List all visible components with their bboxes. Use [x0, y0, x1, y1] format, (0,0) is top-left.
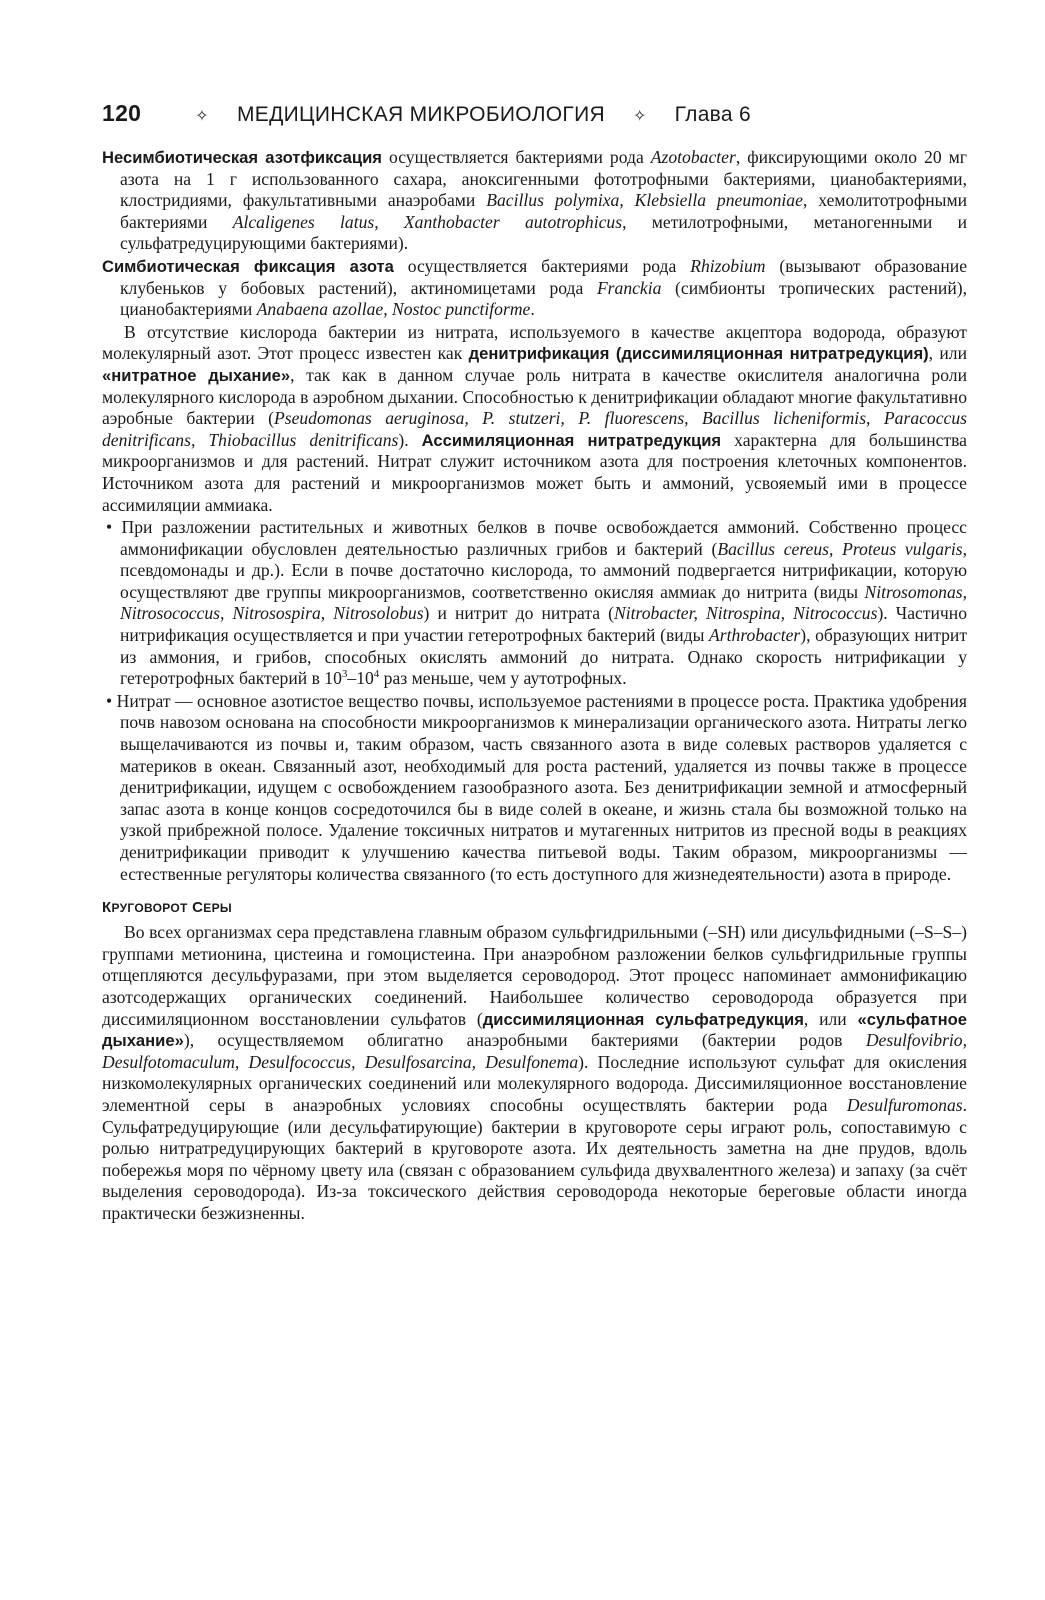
header-ornament-icon: ✧ [632, 108, 647, 125]
bullet-icon: • [106, 690, 113, 711]
paragraph-sulfur-cycle: Во всех организмах сера представлена главным образом сульфгидрильными (–SH) или дисульфидными (–S–S–) группами метионина, цистеина и гомоцистеина. При анаэробном разложении белков сульфгидрильные группы отщепляются десульфуразами, при этом выделяется сероводород. Этот процесс напоминает аммонификацию азотсодержащих органических соединений. Наибольшее количество сероводорода образуется при диссимиляционном восстановлении сульфатов (диссимиляционная сульфатредукция, или «сульфатное дыхание»), осуществляемом облигатно анаэробными бактериями (бактерии родов Desulfovibrio, Desulfotomaculum, Desulfococcus, Desulfosarcina, Desulfonema). Последние используют сульфат для окисления низкомолекулярных органических соединений или молекулярного водорода. Диссимиляционное восстановление элементной серы в анаэробных условиях способны осуществлять бактерии рода Desulfuromonas. Сульфатредуцирующие (или десульфатирующие) бактерии в круговороте серы играют роль, сопоставимую с ролью нитратредуцирующих бактерий в круговороте азота. Их деятельность заметна на дне прудов, вдоль побережья моря по чёрному цвету ила (связан с образованием сульфида двухвалентного железа) и запаху (за счёт выделения сероводорода). Из-за токсического действия сероводорода некоторые береговые области иногда практически безжизненны. [102, 922, 967, 1223]
chapter-label: Глава 6 [674, 103, 751, 126]
bullet-ammonification: • При разложении растительных и животных белков в почве освобождается аммоний. Собственно процесс аммонификации обусловлен деятельностью различных грибов и бактерий (Bacillus cereus, Proteus vulgaris, псевдомонады и др.). Если в почве достаточно кислорода, то аммоний подвергается нитрификации, которую осуществляют две группы микроорганизмов, соответственно окисляя аммиак до нитрита (виды Nitrosomonas, Nitrosococcus, Nitrosospira, Nitrosolobus) и нитрит до нитрата (Nitrobacter, Nitrospina, Nitrococcus). Частично нитрификация осуществляется и при участии гетеротрофных бактерий (виды Arthrobacter), образующих нитрит из аммония, и грибов, способных окислять аммоний до нитрата. Однако скорость нитрификации у гетеротрофных бактерий в $10^3-10^4$ раз меньше, чем у аутотрофных. [106, 517, 968, 689]
page-number: 120 [102, 100, 142, 126]
book-title: МЕДИЦИНСКАЯ МИКРОБИОЛОГИЯ [237, 103, 605, 126]
term: «нитратное дыхание» [102, 365, 291, 385]
section-heading-sulfur-cycle: КРУГОВОРОТ СЕРЫ [102, 899, 232, 917]
paragraph-denitrification: В отсутствие кислорода бактерии из нитрата, используемого в качестве акцептора водорода, образуют молекулярный азот. Этот процесс известен как денитрификация (диссимиляционная нитратредукция), или «нитратное дыхание», так как в данном случае роль нитрата в качестве окислителя аналогична роли молекулярного кислорода в аэробном дыхании. Способностью к денитрификации обладают многие факультативно аэробные бактерии (Pseudomonas aeruginosa, P. stutzeri, P. fluorescens, Bacillus licheniformis, Paracoccus denitrificans, Thiobacillus denitrificans). Ассимиляционная нитратредукция характерна для большинства микроорганизмов и для растений. Нитрат служит источником азота для построения клеточных компонентов. Источником азота для растений и микроорганизмов может быть и аммоний, усвояемый ими в процессе ассимиляции аммиака. [102, 321, 967, 515]
page-header [102, 100, 967, 127]
term: денитрификация (диссимиляционная нитратредукция) [468, 344, 929, 364]
bullet-icon: • [106, 517, 113, 538]
paragraph-symbiotic-fixation: Симбиотическая фиксация азота осуществляется бактериями рода Rhizobium (вызывают образование клубеньков у бобовых растений), актиномицетами рода Franckia (симбионты тропических растений), цианобактериями Anabaena azollae, Nostoc punctiforme. [102, 255, 967, 320]
header-ornament-icon: ✧ [195, 108, 209, 125]
bullet-nitrate: • Нитрат — основное азотистое вещество почвы, используемое растениями в процессе роста. Практика удобрения почв навозом основана на способности микроорганизмов к минерализации органического азота. Нитраты легко выщелачиваются из почвы и, таким образом, часть связанного азота в виде солевых растворов удаляется с материков в океан. Связанный азот, необходимый для роста растений, удаляется из почвы также в процессе денитрификации, идущем с освобождением газообразного азота. Без денитрификации земной и атмосферный запас азота в конце концов сосредоточился бы в виде солей в океане, и жизнь стала бы возможной только на узкой прибрежной полосе. Удаление токсичных нитратов и мутагенных нитритов из пресной воды в реакциях денитрификации приводит к улучшению качества питьевой воды. Таким образом, микроорганизмы — естественные регуляторы количества связанного (то есть доступного для жизнедеятельности) азота в природе. [106, 690, 967, 884]
term: Симбиотическая фиксация азота [102, 256, 394, 276]
term: Ассимиляционная нитратредукция [421, 430, 722, 450]
term: Несимбиотическая азотфиксация [102, 148, 382, 167]
paragraph-nonsymbiotic-fixation: Несимбиотическая азотфиксация осуществляется бактериями рода Azotobacter, фиксирующими около 20 мг азота на 1 г использованного сахара, аноксигенными фототрофными бактериями, цианобактериями, клостридиями, факультативными анаэробами Bacillus polymixa, Klebsiella pneumoniae, хемолитотрофными бактериями Alcaligenes latus, Xanthobacter autotrophicus, метилотрофными, метаногенными и сульфатредуцирующими бактериями). [102, 147, 968, 254]
term: «сульфатное дыхание» [102, 1009, 967, 1051]
term: диссимиляционная сульфатредукция [482, 1009, 804, 1029]
